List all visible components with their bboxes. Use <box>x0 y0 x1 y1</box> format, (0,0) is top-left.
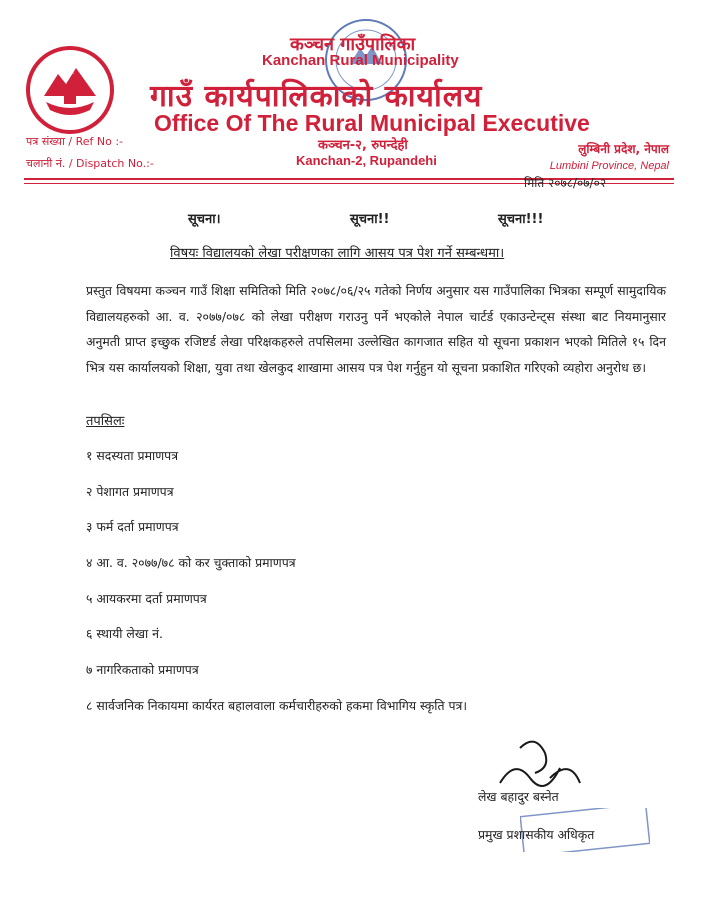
subject-line: विषयः विद्यालयको लेखा परीक्षणका लागि आसय पत्र पेश गर्ने सम्बन्धमा। <box>170 246 505 261</box>
office-title-en: Office Of The Rural Municipal Executive <box>154 110 590 136</box>
list-item: ८ सार्वजनिक निकायमा कार्यरत बहालवाला कर्मचारीहरुको हकमा विभागिय स्कृति पत्र। <box>86 697 468 713</box>
body-paragraph: प्रस्तुत विषयमा कञ्चन गाउँ शिक्षा समितिको मिति २०७८/०६/२५ गतेको निर्णय अनुसार यस गाउँपालिका भित्रका सम्पूर्ण सामुदायिक विद्यालयहरुको आ. व. २०७७/०७८ को लेखा परीक्षण गराउनु पर्ने भएकोले नेपाल चार्टर्ड एकाउन्टेन्ट्स संस्था बाट नियमानुसार अनुमती प्राप्त इच्छुक रजिष्टर्ड लेखा परिक्षकहरुले तपसिलमा उल्लेखित कागजात सहित यो सूचना प्रकाशन भएको मितिले १५ दिन भित्र यस कार्यालयको शिक्षा, युवा तथा खेलकुद शाखामा आसय पत्र पेश गर्नुहुन यो सूचना प्रकाशित गरिएको व्यहोरा अनुरोध छ। <box>86 283 666 375</box>
address-np: कञ्चन-२, रुपन्देही <box>318 138 408 153</box>
dispatch-no-label: चलानी नं. / Dispatch No.:- <box>26 157 154 170</box>
letter-date: मिति २०७८/०७/०२ <box>524 176 607 190</box>
notice-label-3: सूचना!!! <box>498 212 544 227</box>
list-item: २ पेशागत प्रमाणपत्र <box>86 483 174 499</box>
list-item: ६ स्थायी लेखा नं. <box>86 626 163 642</box>
ref-no-label: पत्र संख्या / Ref No :- <box>26 135 124 148</box>
notice-label-2: सूचना!! <box>350 212 390 227</box>
notice-label-1: सूचना। <box>188 212 221 227</box>
list-item: ५ आयकरमा दर्ता प्रमाणपत्र <box>86 590 207 606</box>
address-en: Kanchan-2, Rupandehi <box>296 153 437 168</box>
list-item: ४ आ. व. २०७७/७८ को कर चुक्ताको प्रमाणपत्र <box>86 555 296 571</box>
nepal-emblem-icon <box>24 44 116 136</box>
province-np: लुम्बिनी प्रदेश, नेपाल <box>578 142 669 156</box>
document-list <box>86 447 467 733</box>
signatory-title: प्रमुख प्रशासकीय अधिकृत <box>478 827 595 842</box>
office-title-np: गाउँ कार्यपालिकाको कार्यालय <box>150 79 483 114</box>
list-item: १ सदस्यता प्रमाणपत्र <box>86 448 179 463</box>
municipality-name-en: Kanchan Rural Municipality <box>262 52 459 69</box>
list-item: ३ फर्म दर्ता प्रमाणपत्र <box>86 519 179 535</box>
details-heading: तपसिलः <box>86 414 125 429</box>
signatory-name: लेख बहादुर बस्नेत <box>478 789 559 804</box>
list-item: ७ नागरिकताको प्रमाणपत्र <box>86 662 199 678</box>
municipality-name-np: कञ्चन गाउँपालिका <box>290 34 416 55</box>
province-en: Lumbini Province, Nepal <box>549 160 669 172</box>
